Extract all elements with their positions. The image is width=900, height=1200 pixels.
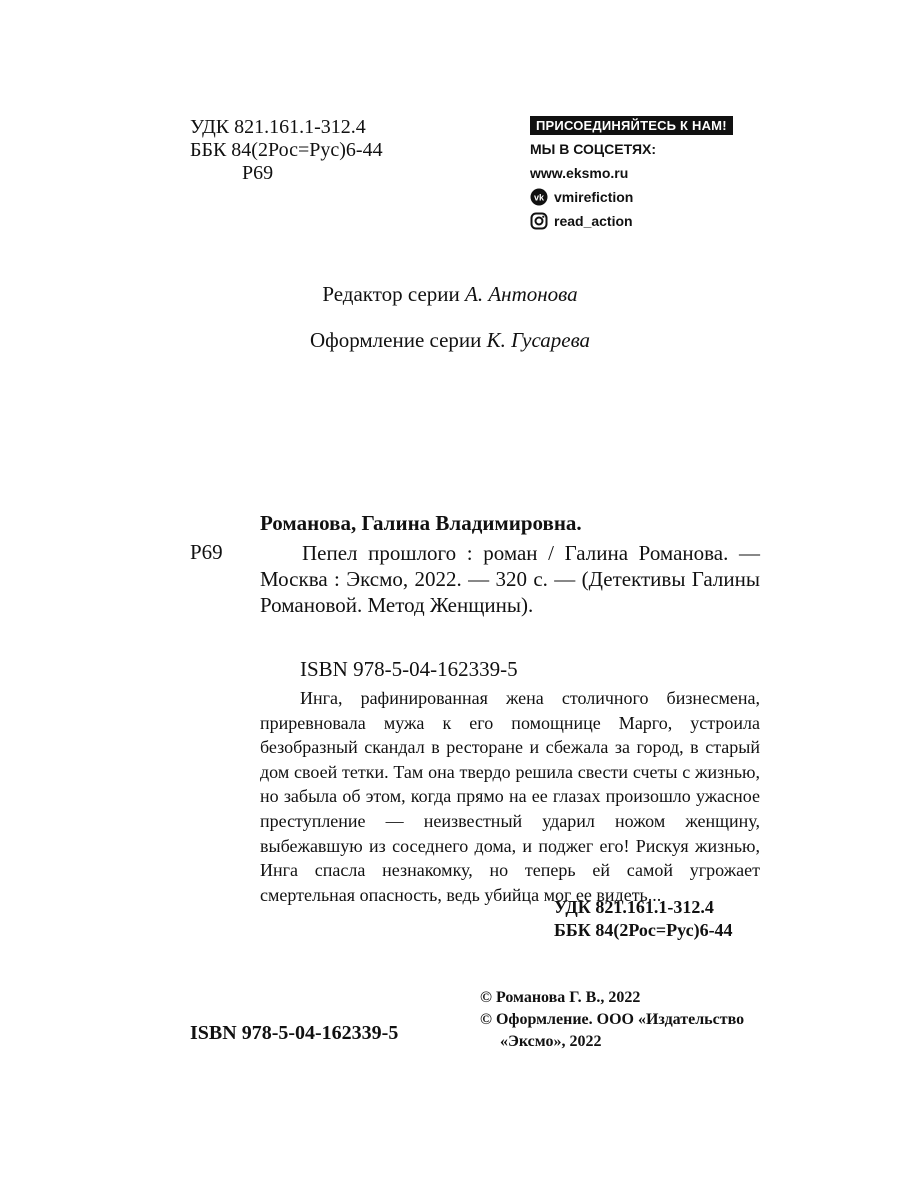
record-code: Р69 xyxy=(190,540,223,564)
social-block xyxy=(530,116,750,233)
site-link[interactable]: www.eksmo.ru xyxy=(530,165,629,181)
footer-isbn: ISBN 978-5-04-162339-5 xyxy=(190,1022,399,1044)
series-design xyxy=(0,328,900,353)
editor-label: Редактор серии xyxy=(322,282,460,306)
author-code: Р69 xyxy=(242,162,274,184)
vk-link[interactable] xyxy=(530,185,750,209)
vk-icon xyxy=(530,188,548,206)
editor-name: А. Антонова xyxy=(465,282,578,306)
classification-block xyxy=(190,116,383,185)
record-description: Пепел прошлого : роман / Галина Романова. — Москва : Эксмо, 2022. — 320 с. — (Детективы Галины Романовой. Метод Женщины). xyxy=(260,541,760,617)
series-editor xyxy=(0,282,900,307)
social-subtitle: МЫ В СОЦСЕТЯХ: xyxy=(530,141,657,157)
copyright-design: © Оформление. ООО «Издательство xyxy=(480,1011,745,1028)
instagram-handle: read_action xyxy=(554,213,633,229)
instagram-icon xyxy=(530,212,548,230)
design-label: Оформление серии xyxy=(309,328,482,352)
udk-code: УДК 821.161.1-312.4 xyxy=(190,116,366,138)
copyright-publisher: «Эксмо», 2022 xyxy=(500,1033,602,1050)
svg-text:vk: vk xyxy=(533,192,545,203)
record-isbn: ISBN 978-5-04-162339-5 xyxy=(300,657,518,681)
record-udk: УДК 821.161.1-312.4 xyxy=(554,897,714,917)
instagram-link[interactable] xyxy=(530,209,750,233)
record-bbk: ББК 84(2Рос=Рус)6-44 xyxy=(554,920,733,940)
vk-handle: vmirefiction xyxy=(554,189,634,205)
copyright-author: © Романова Г. В., 2022 xyxy=(480,989,641,1006)
social-banner: ПРИСОЕДИНЯЙТЕСЬ К НАМ! xyxy=(530,116,733,135)
bbk-code: ББК 84(2Рос=Рус)6-44 xyxy=(190,139,383,161)
copyright-block xyxy=(480,987,744,1053)
design-name: К. Гусарева xyxy=(486,328,591,352)
record-codes xyxy=(554,896,733,942)
record-author: Романова, Галина Владимировна. xyxy=(260,511,582,535)
annotation: Инга, рафинированная жена столичного бизнесмена, приревновала мужа к его помощнице Марго, устроила безобразный скандал в ресторане и сбежала за город, в старый дом своей тетки. Там она твердо решила свести счеты с жизнью, но забыла об этом, когда прямо на ее глазах произошло ужасное преступление — неизвестный ударил ножом женщину, выбежавшую из соседнего дома, и поджег его! Рискуя жизнью, Инга спасла незнакомку, но теперь ей самой угрожает смертельная опасность, ведь убийца мог ее видеть... xyxy=(260,688,760,905)
